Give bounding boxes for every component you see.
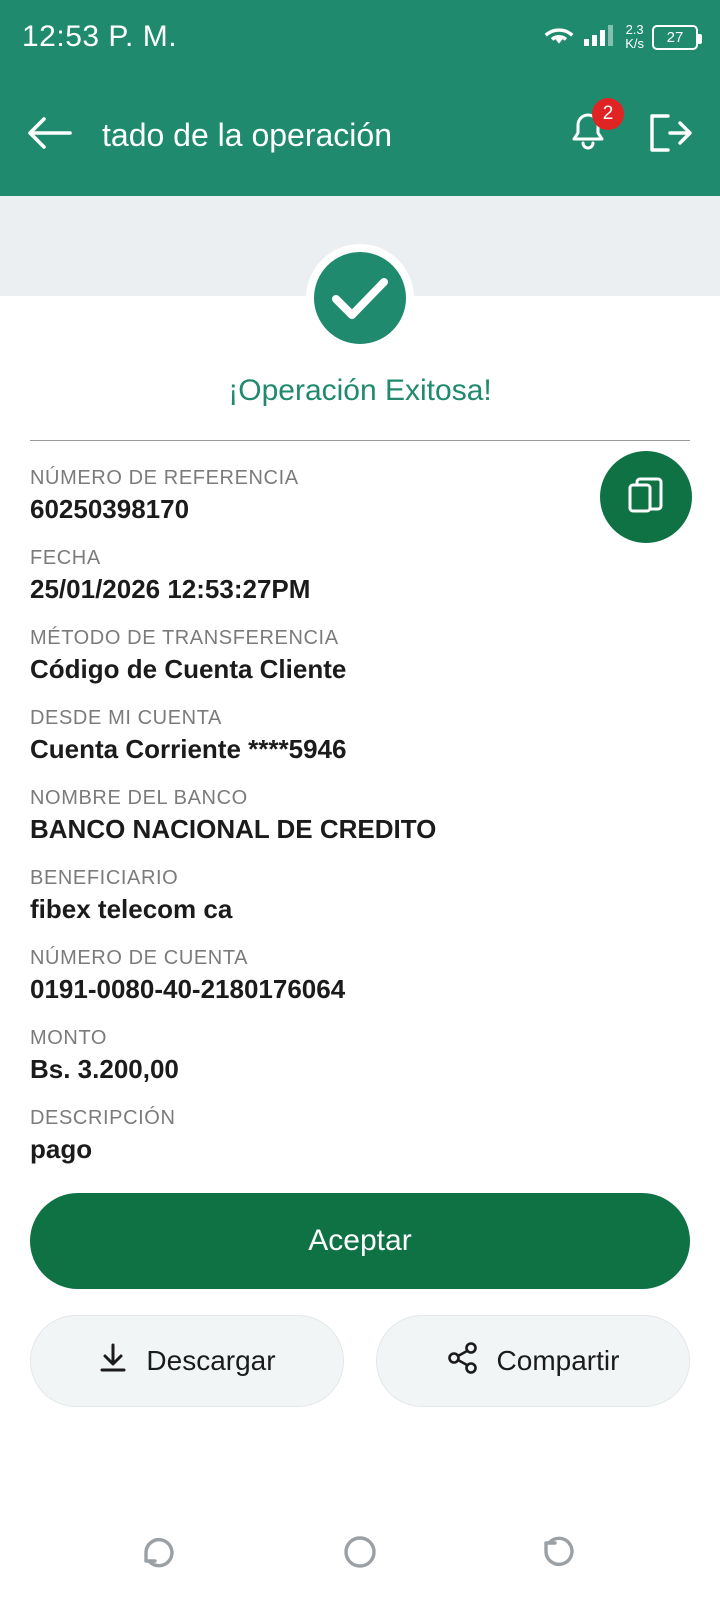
arrow-left-icon[interactable] xyxy=(26,115,72,156)
detail-value: pago xyxy=(30,1134,93,1164)
detail-label: BENEFICIARIO xyxy=(30,867,179,889)
detail-value: 25/01/2026 12:53:27PM xyxy=(30,574,311,604)
detail-row xyxy=(30,787,690,845)
download-icon xyxy=(98,1342,128,1381)
battery-level: 27 xyxy=(666,28,684,46)
battery-icon xyxy=(652,25,698,50)
detail-row xyxy=(30,707,690,765)
detail-value: fibex telecom ca xyxy=(30,894,233,924)
status-bar xyxy=(0,0,720,74)
detail-row xyxy=(30,867,690,925)
share-icon xyxy=(447,1342,479,1381)
detail-label: DESCRIPCIÓN xyxy=(30,1107,176,1129)
detail-row xyxy=(30,947,690,1005)
detail-label: DESDE MI CUENTA xyxy=(30,707,222,729)
logout-icon[interactable] xyxy=(646,111,694,160)
network-speed-value: 2.3 xyxy=(625,22,644,38)
detail-row xyxy=(30,467,690,525)
accept-button[interactable]: Aceptar xyxy=(30,1193,690,1289)
detail-row xyxy=(30,627,690,685)
notifications-button[interactable] xyxy=(566,102,614,161)
share-label: Compartir xyxy=(496,1345,620,1376)
detail-label: NOMBRE DEL BANCO xyxy=(30,787,248,809)
copy-button[interactable] xyxy=(600,451,692,543)
check-circle-icon xyxy=(306,244,414,352)
app-bar-actions xyxy=(566,102,694,161)
wifi-icon xyxy=(543,23,575,52)
cellular-signal-icon xyxy=(583,23,617,52)
app-bar xyxy=(0,74,720,196)
detail-row xyxy=(30,547,690,605)
detail-label: FECHA xyxy=(30,547,101,569)
status-time: 12:53 P. M. xyxy=(22,20,178,53)
secondary-actions xyxy=(30,1315,690,1407)
content-area xyxy=(0,196,720,1508)
share-button[interactable] xyxy=(376,1315,690,1407)
detail-value: Cuenta Corriente ****5946 xyxy=(30,734,347,764)
bell-icon xyxy=(566,143,610,160)
notifications-badge: 2 xyxy=(592,98,624,130)
status-indicators xyxy=(543,23,698,52)
detail-value: Bs. 3.200,00 xyxy=(30,1054,179,1084)
action-buttons xyxy=(0,1187,720,1407)
detail-row xyxy=(30,1027,690,1085)
recents-icon[interactable] xyxy=(140,1532,180,1577)
download-label: Descargar xyxy=(146,1345,276,1376)
page-title: tado de la operación xyxy=(102,116,392,153)
success-message: ¡Operación Exitosa! xyxy=(228,374,492,407)
detail-value: Código de Cuenta Cliente xyxy=(30,654,347,684)
home-circle-icon[interactable] xyxy=(340,1532,380,1577)
detail-value: 0191-0080-40-2180176064 xyxy=(30,974,346,1004)
system-nav-bar xyxy=(0,1508,720,1600)
detail-label: MONTO xyxy=(30,1027,108,1049)
copy-icon xyxy=(625,473,667,522)
detail-row xyxy=(30,1107,690,1165)
success-icon-wrap xyxy=(0,244,720,352)
network-speed xyxy=(625,23,644,50)
detail-label: NÚMERO DE REFERENCIA xyxy=(30,467,299,489)
download-button[interactable] xyxy=(30,1315,344,1407)
transaction-details xyxy=(0,441,720,1165)
detail-label: MÉTODO DE TRANSFERENCIA xyxy=(30,627,339,649)
detail-value: BANCO NACIONAL DE CREDITO xyxy=(30,814,437,844)
detail-label: NÚMERO DE CUENTA xyxy=(30,947,249,969)
network-speed-unit: K/s xyxy=(625,36,644,51)
detail-value: 60250398170 xyxy=(30,494,190,524)
back-arrow-icon[interactable] xyxy=(540,1532,580,1577)
